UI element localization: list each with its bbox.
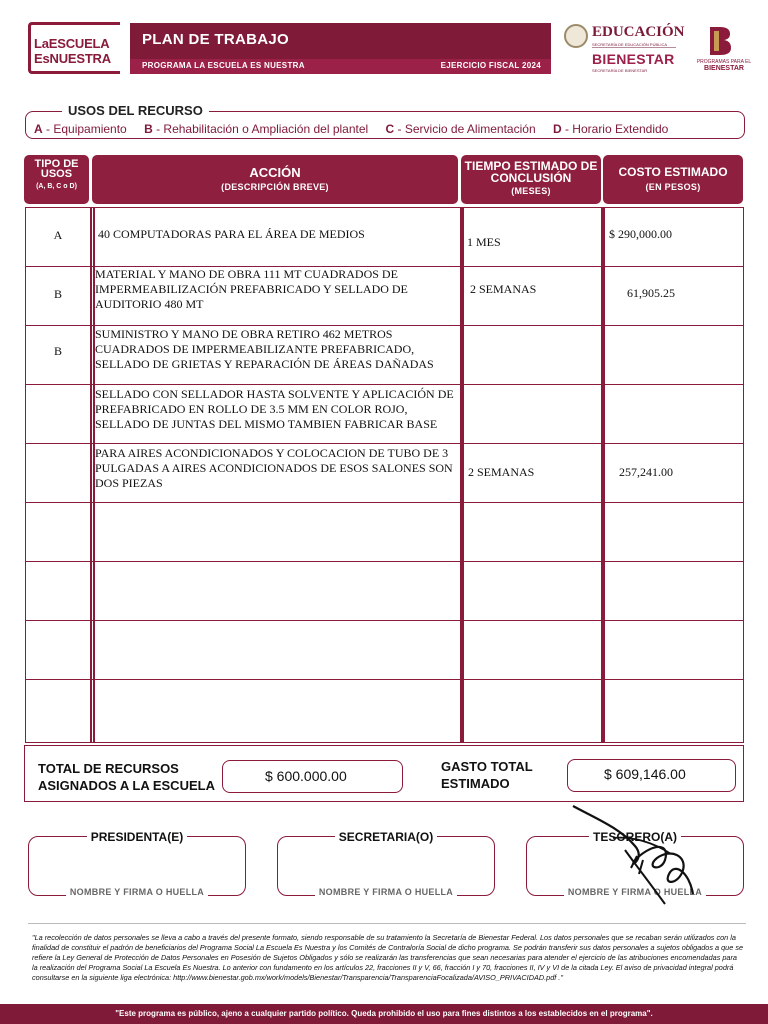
header-tiempo — [461, 155, 601, 204]
presidenta-label: PRESIDENTA(E) — [87, 830, 187, 844]
table-row — [26, 503, 743, 562]
row-accion[interactable]: 40 COMPUTADORAS PARA EL ÁREA DE MEDIOS — [98, 227, 365, 241]
gasto-total-label — [441, 758, 533, 792]
programas-bienestar-logo — [694, 25, 754, 77]
row-tipo[interactable]: B — [53, 344, 62, 358]
logo-divider — [592, 47, 676, 48]
educacion-subtext: SECRETARÍA DE EDUCACIÓN PÚBLICA — [592, 42, 668, 47]
table-row — [26, 444, 743, 503]
national-seal-icon — [564, 24, 588, 48]
subtitle-bar — [130, 59, 551, 74]
footer-bar — [0, 1004, 768, 1024]
header-accion-sub: (DESCRIPCIÓN BREVE) — [221, 182, 329, 192]
uso-key-b: B — [144, 122, 153, 136]
logo-line-2: EsNUESTRA — [34, 51, 111, 66]
uso-label-b: - Rehabilitación o Ampliación del plantel — [152, 122, 369, 136]
gasto-total-label-line1: GASTO TOTAL — [441, 759, 533, 774]
uso-label-a: - Equipamiento — [42, 122, 127, 136]
tesorero-label: TESORERO(A) — [589, 830, 681, 844]
educacion-text: EDUCACIÓN — [592, 24, 685, 40]
table-row — [26, 326, 743, 385]
header-accion-main: ACCIÓN — [249, 165, 301, 180]
divider-line — [28, 923, 746, 924]
header-accion — [92, 155, 458, 204]
gasto-total-value: $ 609,146.00 — [604, 766, 686, 782]
privacy-notice: "La recolección de datos personales se lleva a cabo a través del presente formato, siendo responsable de su tratamiento la Secretaría de Bienestar Federal. Los datos personales que se recaban serán utilizados con la finalidad de constituir el padrón de beneficiarios del Programa Social La Escuela Es Nuestra y los Comités de Contraloría Social de dicho programa. Se podrán transferir sus datos personales a sujetos obligados a que se refiere la Ley General de Protección de Datos Personales en Posesión de Sujetos Obligados y sólo se realizarán las transferencias que sean necesarias para atender el ejercicio de las atribuciones encomendadas para la realización del Programa Social La Escuela Es Nuestra. Lo anterior con fundamento en los artículos 22, fracciones II y V, 66, fracción I y 70, fracciones II, IV y VI de la citada Ley. El aviso de privacidad integral podrá consultarse en la siguiente liga electrónica: http://www.bienestar.gob.mx/work/models/Bienestar/Transparencia/TransparenciaFocalizada/AVISO_PRIVACIDAD.pdf ." — [32, 933, 744, 982]
secretaria-label: SECRETARIA(O) — [335, 830, 437, 844]
header-tiempo-main: TIEMPO ESTIMADO DE CONCLUSIÓN — [464, 159, 598, 185]
presidenta-signature-box[interactable] — [28, 830, 246, 897]
total-recursos-label-line2: ASIGNADOS A LA ESCUELA — [38, 778, 215, 793]
table-row — [26, 208, 743, 267]
footer-text: "Este programa es público, ajeno a cualquier partido político. Queda prohibido el uso para fines distintos a los establecidos en el programa". — [115, 1009, 653, 1018]
programas-bienestar-text: BIENESTAR — [704, 65, 744, 72]
row-accion[interactable]: PARA AIRES ACONDICIONADOS Y COLOCACION DE TUBO DE 3 PULGADAS A AIRES ACONDICIONADOS DE ESOS SALONES SON DOS PIEZAS — [95, 446, 453, 490]
tesorero-firma-label: NOMBRE Y FIRMA O HUELLA — [564, 887, 706, 897]
table-row — [26, 267, 743, 326]
header-costo-main: COSTO ESTIMADO — [618, 165, 728, 179]
total-recursos-field[interactable] — [222, 760, 403, 793]
educacion-bienestar-logo — [564, 22, 685, 74]
total-recursos-value: $ 600.000.00 — [265, 768, 347, 784]
logo-line-1: LaESCUELA — [34, 36, 110, 51]
secretaria-signature-box[interactable] — [277, 830, 495, 897]
bienestar-text: BIENESTAR — [592, 51, 675, 67]
row-costo[interactable]: 257,241.00 — [619, 465, 673, 479]
header-tipo — [24, 155, 89, 204]
row-tiempo[interactable]: 1 MES — [467, 235, 501, 249]
uso-label-d: - Horario Extendido — [561, 122, 669, 136]
uso-label-c: - Servicio de Alimentación — [394, 122, 536, 136]
fiscal-year: EJERCICIO FISCAL 2024 — [440, 61, 541, 70]
program-name: PROGRAMA LA ESCUELA ES NUESTRA — [142, 61, 305, 70]
row-accion[interactable]: SUMINISTRO Y MANO DE OBRA RETIRO 462 METROS CUADRADOS DE IMPERMEABILIZANTE PREFABRICADO, SELLADO DE GRIETAS Y REPARACIÓN DE ÁREAS DAÑADAS — [95, 327, 434, 371]
row-tipo[interactable]: B — [53, 287, 62, 301]
usos-items — [34, 122, 668, 136]
secretaria-firma-label: NOMBRE Y FIRMA O HUELLA — [315, 887, 457, 897]
total-recursos-label-line1: TOTAL DE RECURSOS — [38, 761, 179, 776]
row-tiempo[interactable]: 2 SEMANAS — [470, 282, 537, 296]
row-costo[interactable]: $ 290,000.00 — [609, 227, 672, 241]
totals-box — [24, 745, 744, 802]
row-costo[interactable]: 61,905.25 — [627, 286, 675, 300]
page-title: PLAN DE TRABAJO — [142, 31, 290, 48]
usos-legend: USOS DEL RECURSO — [62, 103, 209, 118]
row-accion[interactable]: MATERIAL Y MANO DE OBRA 111 MT CUADRADOS DE IMPERMEABILIZACIÓN PREFABRICADO Y SELLADO DE AUDITORIO 480 MT — [95, 267, 408, 311]
uso-key-a: A — [34, 122, 43, 136]
total-recursos-label — [38, 760, 215, 794]
presidenta-firma-label: NOMBRE Y FIRMA O HUELLA — [66, 887, 208, 897]
uso-key-c: C — [385, 122, 395, 136]
header-costo-sub: (EN PESOS) — [645, 182, 701, 192]
header-tipo-sub: (A, B, C o D) — [36, 183, 77, 190]
bienestar-subtext: SECRETARÍA DE BIENESTAR — [592, 68, 648, 73]
row-tipo[interactable]: A — [53, 228, 63, 242]
title-bar — [130, 23, 551, 59]
table-row — [26, 621, 743, 680]
table-row — [26, 680, 743, 739]
header-tipo-main: TIPO DE USOS — [34, 158, 79, 180]
header-costo — [603, 155, 743, 204]
programas-text: PROGRAMAS PARA EL — [696, 59, 752, 65]
header-tiempo-sub: (MESES) — [511, 186, 551, 196]
table-row — [26, 385, 743, 444]
row-accion[interactable]: SELLADO CON SELLADOR HASTA SOLVENTE Y APLICACIÓN DE PREFABRICADO EN ROLLO DE 3.5 MM EN COLOR ROJO, SELLADO DE JUNTAS DEL MISMO TAMBIEN FABRICAR BASE — [95, 387, 454, 431]
gasto-total-field[interactable] — [567, 759, 736, 792]
programas-b-icon — [708, 25, 732, 57]
row-tiempo[interactable]: 2 SEMANAS — [468, 465, 535, 479]
handwritten-signature — [565, 798, 705, 908]
la-escuela-es-nuestra-logo — [28, 22, 120, 74]
uso-key-d: D — [552, 122, 562, 136]
gasto-total-label-line2: ESTIMADO — [441, 776, 510, 791]
table-row — [26, 562, 743, 621]
plan-table — [25, 207, 744, 743]
